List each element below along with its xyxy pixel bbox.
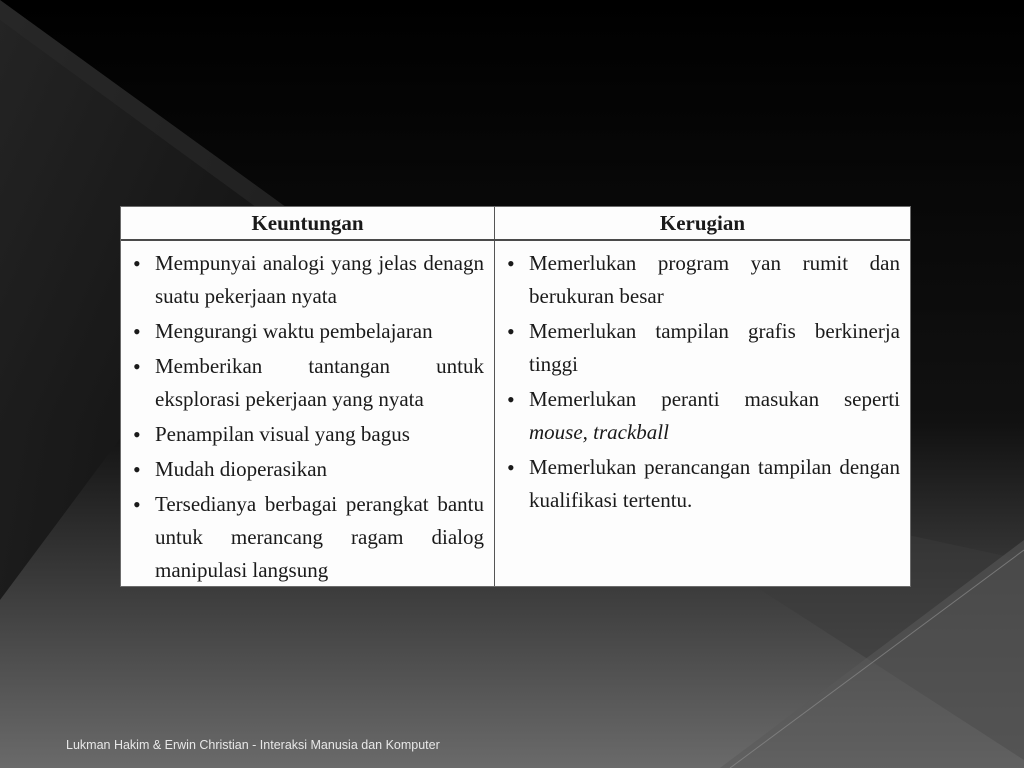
advantage-item: • Penampilan visual yang bagus — [129, 418, 484, 451]
disadvantage-item: • Memerlukan program yan rumit dan berukuran besar — [503, 247, 900, 313]
disadvantage-item: • Memerlukan perancangan tampilan dengan kualifikasi tertentu. — [503, 451, 900, 517]
advantages-list — [129, 247, 484, 587]
advantages-cell — [121, 240, 495, 587]
advantage-item: • Tersedianya berbagai perangkat bantu untuk merancang ragam dialog manipulasi langsung — [129, 488, 484, 587]
advantage-item: • Mudah dioperasikan — [129, 453, 484, 486]
advantage-item: • Mengurangi waktu pembelajaran — [129, 315, 484, 348]
disadvantages-cell — [495, 240, 911, 587]
disadvantages-list — [503, 247, 900, 517]
disadvantage-italic-devices: mouse, trackball — [529, 420, 669, 444]
header-advantages: Keuntungan — [121, 207, 495, 240]
slide-footer: Lukman Hakim & Erwin Christian - Interaksi Manusia dan Komputer — [66, 738, 440, 752]
disadvantage-item-text: Memerlukan peranti masukan seperti — [529, 387, 900, 411]
disadvantage-item — [503, 383, 900, 449]
comparison-table — [121, 207, 910, 587]
comparison-table-image — [120, 206, 911, 587]
advantage-item: • Mempunyai analogi yang jelas denagn suatu pekerjaan nyata — [129, 247, 484, 313]
disadvantage-item: • Memerlukan tampilan grafis berkinerja tinggi — [503, 315, 900, 381]
advantage-item: • Memberikan tantangan untuk eksplorasi pekerjaan yang nyata — [129, 350, 484, 416]
header-disadvantages: Kerugian — [495, 207, 911, 240]
